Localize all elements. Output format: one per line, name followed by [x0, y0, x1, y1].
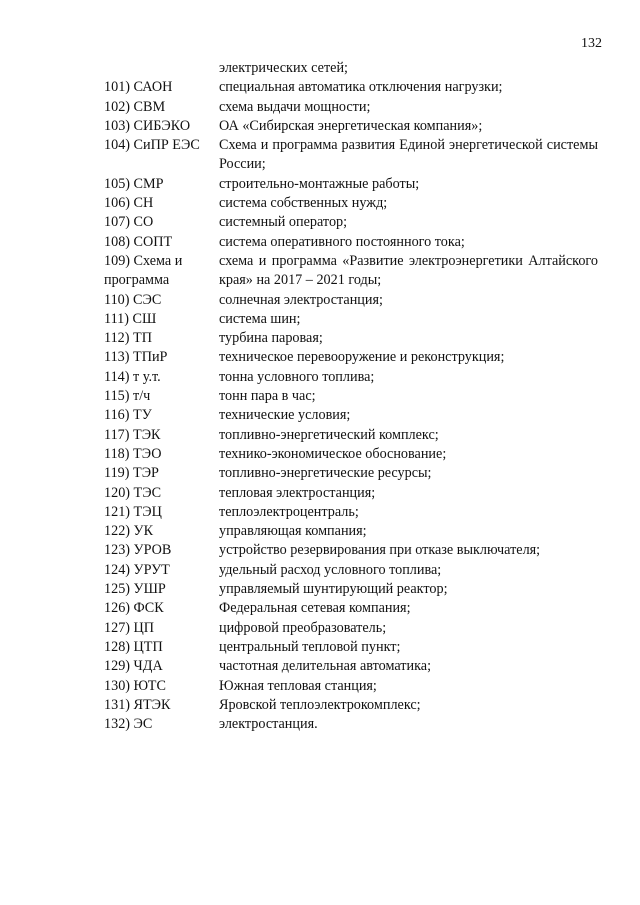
- list-item: [104, 619, 598, 638]
- abbreviation: 128) ЦТП: [104, 638, 163, 655]
- abbreviation: 127) ЦП: [104, 619, 155, 636]
- list-item: [104, 657, 598, 676]
- list-item: [104, 406, 598, 425]
- abbreviation: 104) СиПР ЕЭС: [104, 137, 200, 154]
- list-item: [104, 677, 598, 696]
- definition: система оперативного постоянного тока;: [219, 233, 465, 250]
- abbreviation: 119) ТЭР: [104, 465, 159, 482]
- abbreviation: 102) СВМ: [104, 98, 166, 115]
- list-item: [104, 368, 598, 387]
- definition: солнечная электростанция;: [219, 291, 383, 308]
- definition: электростанция.: [219, 716, 318, 733]
- list-item: [104, 175, 598, 194]
- abbreviation: 101) САОН: [104, 79, 173, 96]
- abbreviation: 125) УШР: [104, 581, 166, 598]
- abbreviation: 115) т/ч: [104, 388, 151, 405]
- abbreviation: [104, 59, 219, 78]
- list-item: [104, 387, 598, 406]
- list-item: [104, 233, 598, 252]
- abbreviation: 129) ЧДА: [104, 658, 163, 675]
- definition: тонна условного топлива;: [219, 368, 375, 385]
- list-item: [104, 98, 598, 117]
- definition: управляемый шунтирующий реактор;: [219, 581, 448, 598]
- definition: ОА «Сибирская энергетическая компания»;: [219, 117, 483, 134]
- list-item: [104, 638, 598, 657]
- list-item: [104, 484, 598, 503]
- definition: тонн пара в час;: [219, 388, 316, 405]
- list-item: [104, 522, 598, 541]
- abbreviation: 112) ТП: [104, 330, 152, 347]
- abbreviation-list: [104, 59, 598, 734]
- list-item: [104, 426, 598, 445]
- abbreviation: 107) СО: [104, 214, 154, 231]
- definition: специальная автоматика отключения нагрузки;: [219, 79, 503, 96]
- definition: теплоэлектроцентраль;: [219, 503, 359, 520]
- abbreviation: 118) ТЭО: [104, 445, 162, 462]
- definition: система шин;: [219, 310, 301, 327]
- definition: схема выдачи мощности;: [219, 98, 371, 115]
- definition: устройство резервирования при отказе выключателя;: [219, 542, 541, 559]
- abbreviation: 103) СИБЭКО: [104, 117, 191, 134]
- list-item: [104, 599, 598, 618]
- list-item: [104, 715, 598, 734]
- abbreviation: 124) УРУТ: [104, 561, 170, 578]
- abbreviation: 109) Схема и программа: [104, 252, 183, 289]
- abbreviation: 132) ЭС: [104, 716, 153, 733]
- abbreviation: 130) ЮТС: [104, 677, 166, 694]
- definition: турбина паровая;: [219, 330, 323, 347]
- abbreviation: 131) ЯТЭК: [104, 696, 171, 713]
- abbreviation: 123) УРОВ: [104, 542, 172, 559]
- list-item: [104, 59, 598, 78]
- definition: Яровской теплоэлектрокомплекс;: [219, 696, 421, 713]
- abbreviation: 105) СМР: [104, 175, 164, 192]
- abbreviation: 114) т у.т.: [104, 368, 161, 385]
- abbreviation: 122) УК: [104, 523, 154, 540]
- definition: электрических сетей;: [219, 60, 348, 76]
- list-item: [104, 696, 598, 715]
- definition: схема и программа «Развитие электроэнергетики Алтайского края» на 2017 – 2021 годы;: [219, 252, 598, 289]
- list-item: [104, 445, 598, 464]
- abbreviation: 116) ТУ: [104, 407, 152, 424]
- list-item: [104, 213, 598, 232]
- list-item: [104, 291, 598, 310]
- definition: цифровой преобразователь;: [219, 619, 387, 636]
- list-item: [104, 194, 598, 213]
- list-item: [104, 136, 598, 175]
- abbreviation: 111) СШ: [104, 310, 157, 327]
- abbreviation: 113) ТПиР: [104, 349, 168, 366]
- definition: управляющая компания;: [219, 523, 367, 540]
- list-item: [104, 580, 598, 599]
- definition: Южная тепловая станция;: [219, 677, 377, 694]
- list-item: [104, 503, 598, 522]
- definition: техническое перевооружение и реконструкция;: [219, 349, 505, 366]
- definition: центральный тепловой пункт;: [219, 638, 401, 655]
- list-item: [104, 348, 598, 367]
- definition: строительно-монтажные работы;: [219, 175, 420, 192]
- list-item: [104, 561, 598, 580]
- definition: тепловая электростанция;: [219, 484, 376, 501]
- abbreviation: 120) ТЭС: [104, 484, 162, 501]
- list-item: [104, 117, 598, 136]
- abbreviation: 110) СЭС: [104, 291, 162, 308]
- abbreviation: 106) СН: [104, 195, 154, 212]
- definition: топливно-энергетический комплекс;: [219, 426, 439, 443]
- page-number: 132: [581, 36, 602, 51]
- definition: технико-экономическое обоснование;: [219, 445, 447, 462]
- list-item: [104, 310, 598, 329]
- definition: системный оператор;: [219, 214, 348, 231]
- definition: система собственных нужд;: [219, 195, 388, 212]
- definition: удельный расход условного топлива;: [219, 561, 442, 578]
- list-item: [104, 464, 598, 483]
- definition: частотная делительная автоматика;: [219, 658, 432, 675]
- abbreviation: 108) СОПТ: [104, 233, 173, 250]
- abbreviation: 121) ТЭЦ: [104, 503, 162, 520]
- definition: Федеральная сетевая компания;: [219, 600, 411, 617]
- list-item: [104, 329, 598, 348]
- abbreviation: 126) ФСК: [104, 600, 164, 617]
- definition: топливно-энергетические ресурсы;: [219, 465, 432, 482]
- abbreviation: 117) ТЭК: [104, 426, 161, 443]
- list-item: [104, 541, 598, 560]
- definition: технические условия;: [219, 407, 351, 424]
- definition: Схема и программа развития Единой энергетической системы России;: [219, 137, 598, 173]
- list-item: [104, 252, 598, 291]
- list-item: [104, 78, 598, 97]
